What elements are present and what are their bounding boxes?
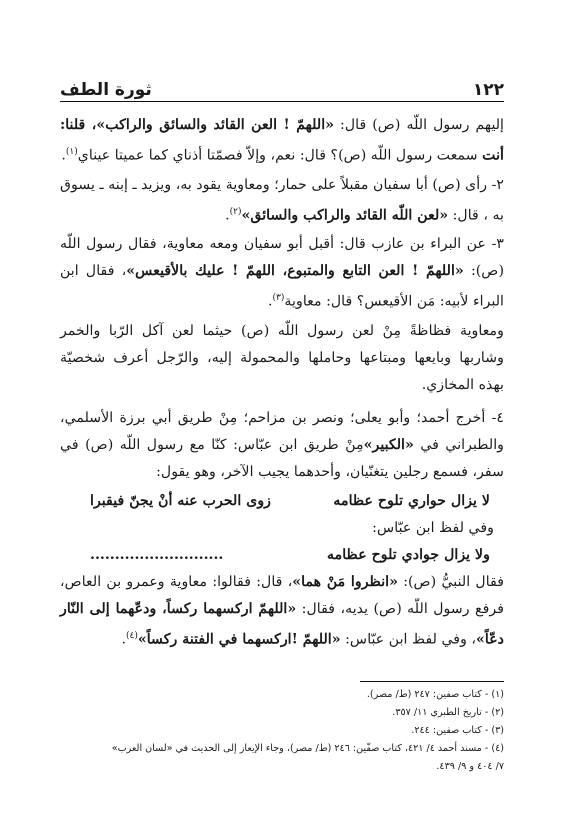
verse-hemistich: ولا يزال جوادي تلوح عظامه <box>327 547 490 564</box>
quote-text: «انظروا مَنْ هما» <box>292 574 398 591</box>
verse-ellipsis: ........................... <box>90 547 224 564</box>
verse-hemistich: زوى الحرب عنه أنْ يجنّ فيقبرا <box>90 493 272 510</box>
quote-text: «اللهمّ ! العن القائد والسائق والراكب»، قلنا: أنت <box>60 117 504 164</box>
verse-line-2 <box>90 542 490 569</box>
text-run: (ص): <box>463 263 504 280</box>
paragraph-4 <box>60 318 504 399</box>
footnote-marker: (١) <box>65 147 78 157</box>
text-run: المخازي. <box>421 377 475 394</box>
text-run: ومعاوية فظاظةً مِنْ لعن رسول اللّه (ص) حيثما لعن آكل الرّبا والخمر <box>60 323 504 340</box>
text-run: ، وفي لفظ ابن عبّاس: <box>340 631 477 648</box>
paragraph-1: إليهم رسول اللّه (ص) قال: «اللهمّ ! العن القائد والسائق والراكب»، قلنا: أنت سمعت رسول اللّه (ص)؟ قال: نعم، وإلاّ فصمّتا أذناي كما عميتا عيناي$^{(١)}$. <box>60 117 504 164</box>
footnote-marker: (٣) <box>272 293 285 304</box>
text-run: في سفر، فسمع رجلين يتغنّيان، وأحدهما يجيب الآخر، وهو يقول: <box>60 437 504 481</box>
paragraph-6: فقال النبيُّ (ص): «انظروا مَنْ هما»، قال: فقالوا: معاوية وعمرو بن العاص، فرفع رسول اللّه (ص) يديه، فقال: «اللهمّ اركسهما ركساً، ودعّهما إلى النّار دعّاً»، وفي لفظ ابن عبّاس: «اللهمّ !اركسهما في الفتنة ركساً»$^{(٤)}$. <box>60 574 504 648</box>
text-run: ٣- عن البراء بن عازب قال: أقبل أبو سفيان ومعه معاوية، فقال رسول اللّه <box>60 236 504 253</box>
text-run: إليهم رسول اللّه (ص) قال: <box>334 117 504 133</box>
footnote-2: (٢) - تاريخ الطبري ١١/ ٣٥٧. <box>392 707 504 718</box>
text-run: وشاربها وبايعها ومبتاعها وحاملها والمحمولة إليه، والرّجل أعرف شخصيّة بهذه <box>60 350 504 394</box>
quote-text: «لعن اللّه القائد والراكب والسائق» <box>241 207 449 224</box>
book-title: «الكبير» <box>363 437 414 454</box>
text-run: يسوق به ، قال: <box>60 176 504 224</box>
footnotes <box>60 686 504 776</box>
text-run: ٤- أخرج أحمد؛ وأبو يعلى؛ ونصر بن مزاحم؛ مِنْ طريق أبي برزة <box>119 410 505 427</box>
verse-hemistich: لا يزال حواري تلوح عظامه <box>333 493 490 510</box>
footnote-marker: (٤) <box>125 631 138 642</box>
header-rule <box>60 101 504 102</box>
paragraph-3: ٣- عن البراء بن عازب قال: أقبل أبو سفيان ومعه معاوية، فقال رسول اللّه (ص): «اللهمّ ! العن التابع والمتبوع، اللهمّ ! عليك بالأقيعس»، فقال ابن البراء لأبيه: مَن الأقيعس؟ قال: معاوية$^{(٣)}$. <box>60 236 504 311</box>
footnote-1: (١) - كتاب صفين: ٢٤٧ (ط/ مصر). <box>366 689 504 700</box>
quote-text: «اللهمّ ! العن التابع والمتبوع، اللهمّ ! عليك بالأقيعس» <box>126 263 464 280</box>
text-run: مِنْ طريق ابن عبّاس: كنّا مع رسول اللّه (ص) <box>85 437 364 454</box>
paragraph-5 <box>60 405 504 486</box>
text-run: لأبيه: مَن الأقيعس؟ قال: معاوية <box>284 294 469 311</box>
text-run: ، فقال ابن البراء <box>60 263 504 311</box>
footnote-3: (٣) - كتاب صفين: ٢٤٤. <box>411 725 504 736</box>
page-header <box>60 72 504 100</box>
text-run: فقال النبيُّ (ص): <box>397 574 504 591</box>
main-text <box>60 112 504 656</box>
text-run: ٢- رأى (ص) أبا سفيان مقبلاً على حمار؛ ومعاوية يقود به، ويزيد ـ إبنه ـ <box>99 176 504 193</box>
paragraph-2: ٢- رأى (ص) أبا سفيان مقبلاً على حمار؛ ومعاوية يقود به، ويزيد ـ إبنه ـ يسوق به ، قال: «لعن اللّه القائد والراكب والسائق»$^{(٢)}$. <box>60 176 504 224</box>
text-run: سمعت رسول اللّه (ص)؟ قال: نعم، وإلاّ فصمّتا أذناي كما عميتا عيناي <box>77 147 478 164</box>
text-run: وفي لفظ ابن عبّاس: <box>372 520 494 537</box>
quote-text: دعّاً» <box>476 631 504 648</box>
footnote-4-continued: ٧/ ٤٠٤ و ٩/ ٤٣٩. <box>436 761 504 772</box>
running-title: ثورة الطف <box>60 80 152 100</box>
footnote-4: (٤) - مسند أحمد ٤/ ٤٢١، كتاب صفّين: ٢٤٦ (ط/ مصر)، وجاء الإيعاز إلى الحديث في «لسان العرب» <box>111 743 504 754</box>
verse-line-1 <box>90 488 490 515</box>
quote-text: «اللهمّ اركسهما ركساً، ودعّهما إلى النّار <box>60 601 297 618</box>
text-run: ، قال: فقالوا: معاوية وعمرو بن العاص، <box>60 574 293 591</box>
footnote-marker: (٢) <box>229 206 242 217</box>
page-number: ١٢٢ <box>472 80 504 100</box>
quote-text: «اللهمّ !اركسهما في الفتنة ركساً» <box>137 631 341 648</box>
text-run: الأسلمي، والطبراني في <box>60 410 504 454</box>
footnote-separator <box>360 681 504 682</box>
text-run: فرفع رسول اللّه (ص) يديه، فقال: <box>296 601 504 618</box>
